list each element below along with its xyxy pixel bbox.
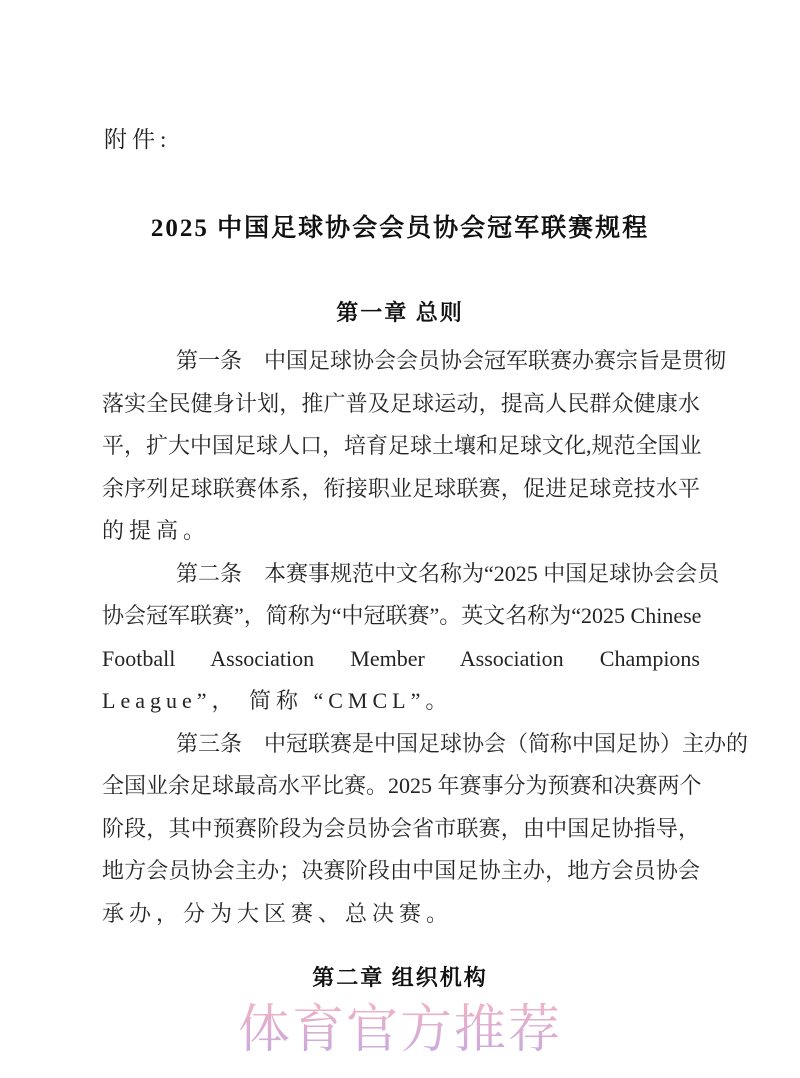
text-line: 第一条 中国足球协会会员协会冠军联赛办赛宗旨是贯彻 <box>176 348 727 373</box>
text-line: 第二条 本赛事规范中文名称为“2025 中国足球协会会员 <box>176 560 720 586</box>
text-line: 阶段，其中预赛阶段为会员协会省市联赛，由中国足协指导， <box>102 815 700 841</box>
watermark-text: 体育官方推荐 <box>0 1000 800 1062</box>
text-line: 全国业余足球最高水平比赛。2025 年赛事分为预赛和决赛两个 <box>102 773 702 798</box>
attachment-label: 附件: <box>104 127 172 152</box>
text-line: Football Association Member Association Champions <box>102 645 700 671</box>
text-line: League”， 简称 “CMCL”。 <box>102 688 453 713</box>
text-line: 地方会员协会主办；决赛阶段由中国足协主办，地方会员协会 <box>102 858 700 883</box>
text-line: 协会冠军联赛”，简称为“中冠联赛”。英文名称为“2025 Chinese <box>102 603 702 628</box>
text-line: 第三条 中冠联赛是中国足球协会（简称中国足协）主办的 <box>176 730 749 756</box>
chapter-2-heading: 第二章 组织机构 <box>312 965 488 990</box>
text-line: 承办，分为大区赛、总决赛。 <box>102 900 454 926</box>
text-line: 的提高。 <box>102 518 211 543</box>
article-1-paragraph <box>102 340 727 553</box>
text-line: 余序列足球联赛体系，衔接职业足球联赛，促进足球竞技水平 <box>102 475 700 501</box>
text-line: 落实全民健身计划，推广普及足球运动，提高人民群众健康水 <box>102 390 700 416</box>
article-2-paragraph <box>102 553 720 723</box>
article-3-paragraph <box>102 723 749 936</box>
chapter-1-heading: 第一章 总则 <box>336 300 464 325</box>
document-title: 2025 中国足球协会会员协会冠军联赛规程 <box>150 215 650 242</box>
text-line: 平，扩大中国足球人口，培育足球土壤和足球文化,规范全国业 <box>102 433 702 458</box>
